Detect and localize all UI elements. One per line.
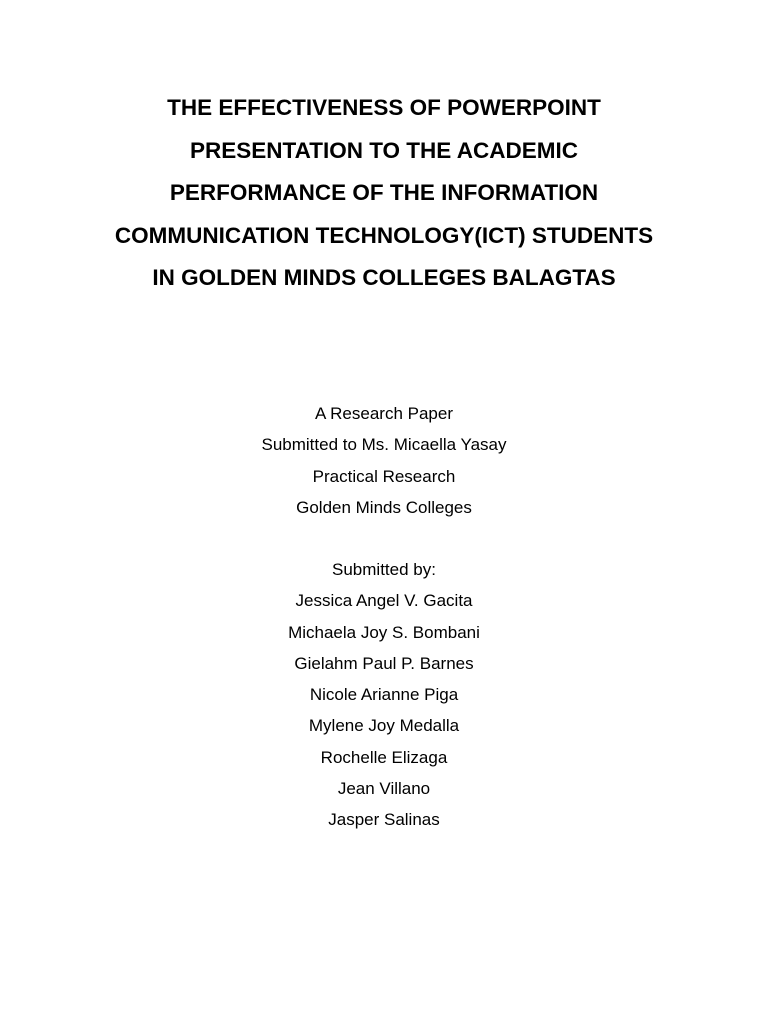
title-line-5: IN GOLDEN MINDS COLLEGES BALAGTAS — [152, 265, 616, 290]
author-name: Nicole Arianne Piga — [309, 685, 459, 705]
submission-info — [0, 398, 768, 523]
author-name: Rochelle Elizaga — [320, 747, 448, 767]
author-name: Michaela Joy S. Bombani — [288, 622, 480, 642]
title-line-4: COMMUNICATION TECHNOLOGY(ICT) STUDENTS — [114, 222, 654, 248]
author-name: Jean Villano — [337, 779, 431, 799]
title-line-3: PERFORMANCE OF THE INFORMATION — [169, 180, 599, 205]
author-name: Jessica Angel V. Gacita — [295, 591, 473, 611]
submitted-to: Submitted to Ms. Micaella Yasay — [261, 435, 507, 455]
submitted-by-label: Submitted by: — [332, 560, 436, 579]
course-name: Practical Research — [312, 466, 456, 486]
author-name: Jasper Salinas — [328, 810, 440, 830]
authors-list — [0, 554, 768, 836]
paper-title — [0, 87, 768, 300]
author-name: Gielahm Paul P. Barnes — [294, 653, 474, 673]
author-name: Mylene Joy Medalla — [308, 716, 460, 736]
paper-type: A Research Paper — [315, 404, 453, 423]
institution-name: Golden Minds Colleges — [296, 497, 472, 517]
title-line-1: THE EFFECTIVENESS OF POWERPOINT — [167, 95, 601, 120]
title-line-2: PRESENTATION TO THE ACADEMIC — [190, 137, 578, 163]
